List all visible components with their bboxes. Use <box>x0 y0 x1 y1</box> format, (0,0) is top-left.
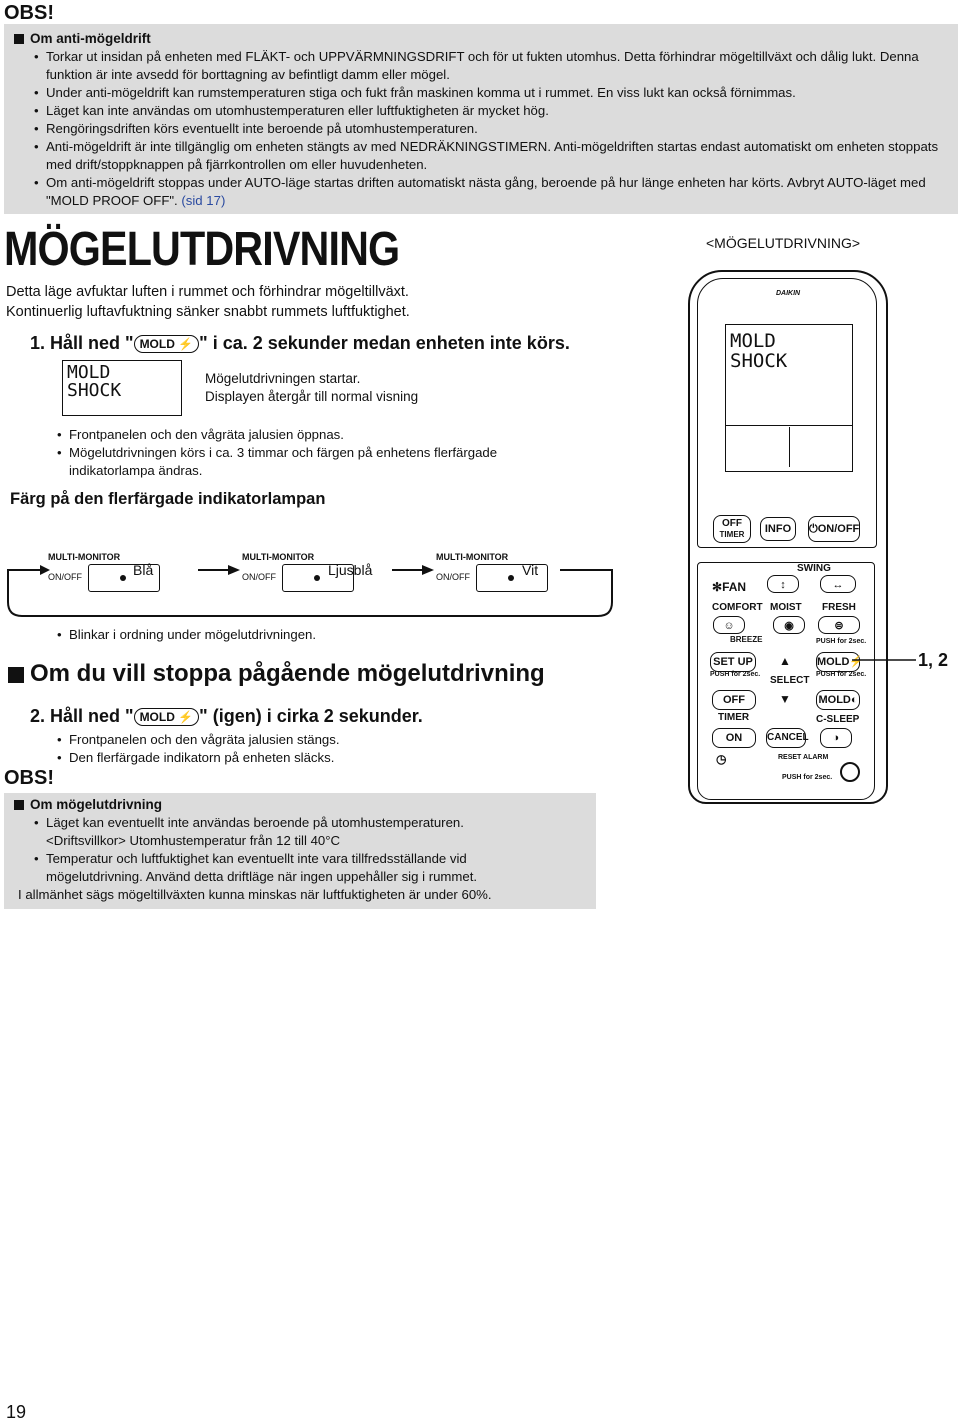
info-button[interactable]: INFO <box>760 517 796 541</box>
up-arrow-icon[interactable]: ▲ <box>779 654 791 668</box>
moist-label: MOIST <box>770 602 802 613</box>
about-box <box>4 793 596 909</box>
timer-on-button[interactable]: ON <box>712 728 756 748</box>
monitor-label: MULTI-MONITOR <box>48 552 121 562</box>
fan-button[interactable]: ✻FAN <box>712 580 747 594</box>
color-white-label: Vit <box>522 562 539 578</box>
indicator-lamp-icon <box>120 575 126 581</box>
indicator-lamp-icon <box>314 575 320 581</box>
monitor-label: MULTI-MONITOR <box>242 552 315 562</box>
list-item: • Frontpanelen och den vågräta jalusien stängs. <box>55 731 340 749</box>
down-arrow-icon[interactable]: ▼ <box>779 692 791 706</box>
step-text: " i ca. 2 sekunder medan enheten inte körs. <box>199 333 570 353</box>
reset-button[interactable] <box>840 762 860 782</box>
monitor-onoff: ON/OFF <box>48 572 82 582</box>
monitor-unit <box>242 552 315 582</box>
about-heading: Om mögelutdrivning <box>14 797 596 812</box>
monitor-onoff: ON/OFF <box>436 572 470 582</box>
swing-vertical-button[interactable]: ↕ <box>767 575 799 593</box>
callout-label: 1, 2 <box>918 650 949 670</box>
list-item: • Rengöringsdriften körs eventuellt inte beroende på utomhustemperaturen. <box>32 120 947 138</box>
lcd-line: MOLD <box>730 330 776 352</box>
push-label: PUSH for 2sec. <box>816 638 867 645</box>
lcd-line: SHOCK <box>730 350 788 372</box>
cancel-button[interactable]: CANCEL <box>766 728 806 748</box>
about-bullets <box>32 814 532 886</box>
list-item: • Den flerfärgade indikatorn på enheten släcks. <box>55 749 340 767</box>
csleep-label: C-SLEEP <box>816 714 860 725</box>
fresh-label: FRESH <box>822 602 856 613</box>
step-1 <box>30 333 570 354</box>
push-label: PUSH for 2sec. <box>782 774 833 781</box>
select-label: SELECT <box>770 675 810 686</box>
monitor-onoff: ON/OFF <box>242 572 276 582</box>
page-number: 19 <box>6 1402 27 1422</box>
obs-heading: OBS! <box>4 2 54 24</box>
swing-label: SWING <box>797 563 831 574</box>
list-item: • Läget kan inte användas om utomhustemperaturen eller luftfuktigheten är mycket hög. <box>32 102 947 120</box>
lcd-note: Mögelutdrivningen startar. <box>205 371 361 386</box>
anti-mold-heading: Om anti-mögeldrift <box>14 31 958 46</box>
comfort-button[interactable]: ☺ <box>713 616 745 634</box>
color-lightblue-label: Ljusblå <box>328 562 373 578</box>
lcd-notes <box>205 370 418 406</box>
list-item <box>32 174 947 210</box>
lcd-note: Displayen återgår till normal visning <box>205 389 419 404</box>
step2-bullets <box>55 731 340 767</box>
list-item: • Läget kan eventuellt inte användas beroende på utomhustemperaturen. <Driftsvillkor> Utomhustemperatur från 12 till 40°C <box>32 814 532 850</box>
indicator-lamp-icon <box>508 575 514 581</box>
brand-logo: DAIKIN <box>776 290 801 297</box>
intro-line: Detta läge avfuktar luften i rummet och förhindrar mögeltillväxt. <box>6 284 409 300</box>
stop-heading: Om du vill stoppa pågående mögelutdrivning <box>8 660 545 688</box>
timer-off-button[interactable]: OFF <box>712 690 756 710</box>
step1-bullets <box>55 426 555 480</box>
swing-horizontal-button[interactable]: ↔ <box>820 575 856 593</box>
list-item: • Mögelutdrivningen körs i ca. 3 timmar och färgen på enhetens flerfärgade indikatorlampa ändras. <box>55 444 555 480</box>
about-footer: I allmänhet sägs mögeltillväxten kunna minskas när luftfuktigheten är under 60%. <box>18 887 492 902</box>
off-timer-button[interactable]: OFF TIMER <box>713 515 751 543</box>
monitor-unit <box>48 552 121 582</box>
remote-lcd <box>725 324 853 472</box>
list-item: • Frontpanelen och den vågräta jalusien öppnas. <box>55 426 555 444</box>
timer-label: TIMER <box>718 712 750 723</box>
step-text: 1. Håll ned " <box>30 333 134 353</box>
intro <box>6 282 410 322</box>
lcd-line: SHOCK <box>67 380 122 401</box>
page-title: MÖGELUTDRIVNING <box>4 223 400 276</box>
mold-key-icon: MOLD ⚡ <box>134 708 200 726</box>
list-item: • Under anti-mögeldrift kan rumstemperaturen stiga och fukt från maskinen komma ut i rummet. En viss lukt kan också förnimmas. <box>32 84 947 102</box>
color-blue-label: Blå <box>133 562 154 578</box>
callout-line <box>850 648 920 668</box>
anti-mold-box <box>4 24 958 214</box>
fresh-button[interactable]: ⊜ <box>818 616 860 634</box>
mold-key-icon: MOLD ⚡ <box>134 335 200 353</box>
clock-icon[interactable]: ◷ <box>716 752 727 766</box>
push-label: PUSH for 2sec. <box>816 671 867 678</box>
csleep-button[interactable]: ◑ <box>820 728 852 748</box>
push-label: PUSH for 2sec. <box>710 671 761 678</box>
page-link[interactable]: (sid 17) <box>181 193 226 208</box>
step-text: " (igen) i cirka 2 sekunder. <box>199 706 423 726</box>
lcd-display <box>62 360 182 416</box>
setup-button[interactable]: SET UP <box>710 652 756 672</box>
onoff-button[interactable]: ⏻ON/OFF <box>808 516 860 542</box>
step-text: 2. Håll ned " <box>30 706 134 726</box>
list-item: • Anti-mögeldrift är inte tillgänglig om enheten stängts av med NEDRÄKNINGSTIMERN. Anti-mögeldriften startas endast automatiskt om enheten stoppats med drift/stoppknappen på fjärrkontrollen om eller huvudenheten. <box>32 138 947 174</box>
breeze-label: BREEZE <box>730 635 763 644</box>
anti-mold-bullets <box>32 48 947 210</box>
step-2 <box>30 706 423 727</box>
remote-caption: <MÖGELUTDRIVNING> <box>706 235 861 251</box>
comfort-label: COMFORT <box>712 602 763 613</box>
power-icon: ⏻ <box>809 523 818 535</box>
monitor-label: MULTI-MONITOR <box>436 552 509 562</box>
intro-line: Kontinuerlig luftavfuktning sänker snabbt rummets luftfuktighet. <box>6 304 410 320</box>
list-item: • Temperatur och luftfuktighet kan eventuellt inte vara tillfredsställande vid mögelutdrivning. Använd detta driftläge när ingen uppehåller sig i rummet. <box>32 850 532 886</box>
moist-button[interactable]: ◉ <box>773 616 805 634</box>
monitor-unit <box>436 552 509 582</box>
list-item: • Blinkar i ordning under mögelutdrivningen. <box>55 626 316 644</box>
blink-note <box>55 626 316 644</box>
color-heading: Färg på den flerfärgade indikatorlampan <box>10 490 326 508</box>
obs-heading: OBS! <box>4 767 54 789</box>
mold-button[interactable]: MOLD⚡ <box>816 652 860 672</box>
list-item-text: Om anti-mögeldrift stoppas under AUTO-läge startas driften automatiskt nästa gång, beroende på hur länge enheten har körts. Avbryt AUTO-läget med "MOLD PROOF OFF". <box>46 175 926 208</box>
list-item: • Torkar ut insidan på enheten med FLÄKT- och UPPVÄRMNINGSDRIFT och för ut fukten utomhus. Detta förhindrar mögeltillväxt och dålig lukt. Denna funktion är inte avsedd för borttagning av befintligt damm eller mögel. <box>32 48 947 84</box>
reset-alarm-label: RESET ALARM <box>778 754 829 761</box>
mold-proof-button[interactable]: MOLD◐ <box>816 690 860 710</box>
lcd-line: MOLD <box>67 362 111 383</box>
